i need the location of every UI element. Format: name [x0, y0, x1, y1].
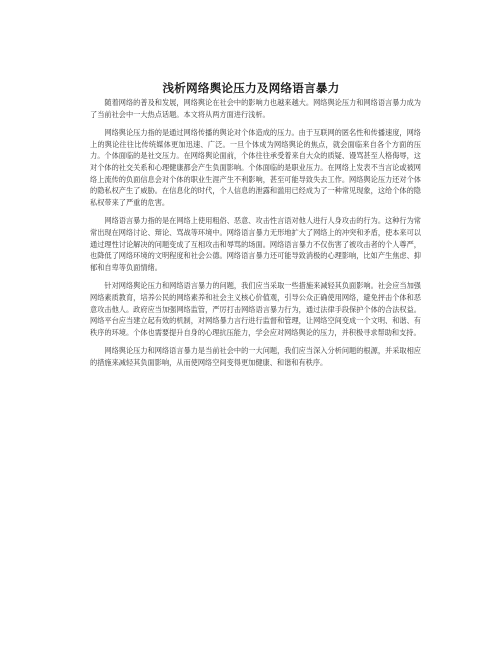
paragraph-3: 网络语言暴力指的是在网络上使用粗俗、恶意、攻击性言语对他人进行人身攻击的行为。这种行为常常出现在网络讨论、辩论、骂战等环境中。网络语言暴力无形地扩大了网络上的冲突和矛盾，使本来可以通过理性讨论解决的问题变成了互相攻击和辱骂的场面。网络语言暴力不仅伤害了被攻击者的个人尊严，也降低了网络环境的文明程度和社会公德。网络语言暴力还可能导致消极的心理影响，比如产生焦虑、抑郁和自卑等负面情绪。 [90, 216, 421, 272]
paragraph-2: 网络舆论压力指的是通过网络传播的舆论对个体造成的压力。由于互联网的匿名性和传播速度，网络上的舆论往往比传统媒体更加迅速、广泛。一旦个体成为网络舆论的焦点，就会面临来自各个方面的压力。个体面临的是社交压力。在网络舆论面前，个体往往承受着来自大众的质疑、谩骂甚至人格侮辱，这对个体的社交关系和心理健康都会产生负面影响。个体面临的是职业压力。在网络上发表不当言论或被网络上流传的负面信息会对个体的职业生涯产生不利影响，甚至可能导致失去工作。网络舆论压力还对个体的隐私权产生了威胁。在信息化的时代，个人信息的泄露和滥用已经成为了一种常见现象，这给个体的隐私权带来了严重的危害。 [90, 128, 421, 207]
paragraph-5: 网络舆论压力和网络语言暴力是当前社会中的一大问题，我们应当深入分析问题的根源，并采取相应的措施来减轻其负面影响，从而使网络空间变得更加健康、和谐和有秩序。 [90, 346, 421, 367]
paragraph-1: 随着网络的普及和发展，网络舆论在社会中的影响力也越来越大。网络舆论压力和网络语言暴力成为了当前社会中一大热点话题。本文将从两方面进行浅析。 [90, 98, 421, 119]
document-body [90, 97, 421, 375]
document-title: 浅析网络舆论压力及网络语言暴力 [162, 81, 340, 95]
paragraph-4: 针对网络舆论压力和网络语言暴力的问题，我们应当采取一些措施来减轻其负面影响。社会应当加强网络素质教育，培养公民的网络素养和社会主义核心价值观，引导公众正确使用网络，避免抨击个体和恶意攻击他人。政府应当加强网络监管，严厉打击网络语言暴力行为，通过法律手段保护个体的合法权益。网络平台应当建立起有效的机制，对网络暴力言行进行监督和管理，让网络空间变成一个文明、和谐、有秩序的环境。个体也需要提升自身的心理抗压能力，学会应对网络舆论的压力，并积极寻求帮助和支持。 [90, 281, 421, 337]
